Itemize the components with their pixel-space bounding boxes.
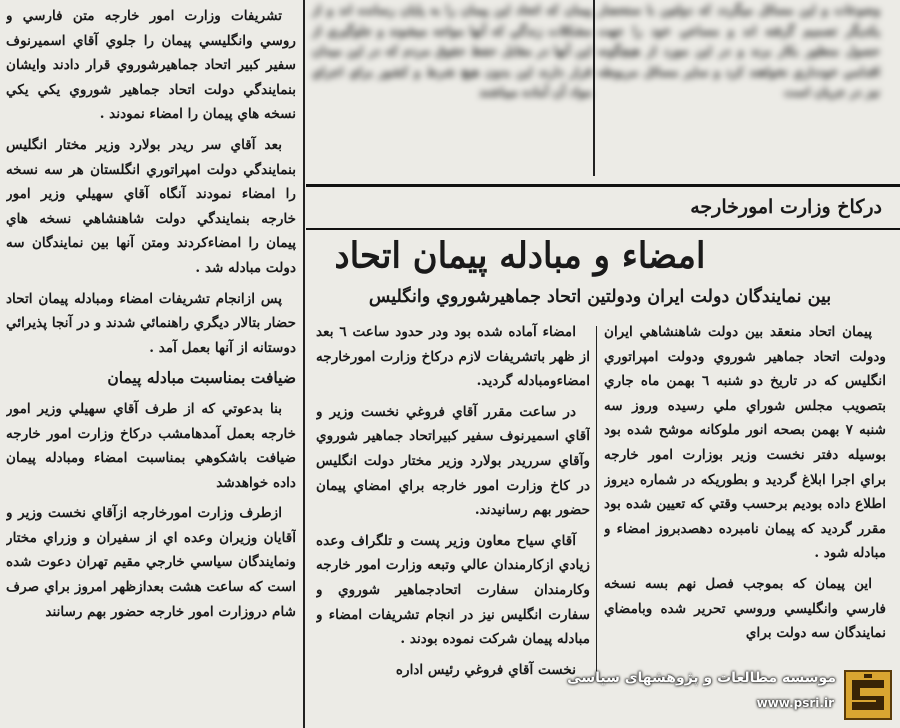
article-column-left (6, 4, 296, 728)
title-rule (306, 228, 900, 230)
column-divider-top (593, 0, 595, 176)
headline: امضاء و مبادله پيمان اتحاد (334, 235, 706, 277)
paragraph: تشريفات وزارت امور خارجه متن فارسي و روسي وانگليسي پيمان را جلوي آقاي اسميرنوف سفير كبير اتحاد جماهيرشوروي قرار دادند وايشان بنمايندگي دولت اتحاد جماهير شوروي يكي يكي نسخه هاي پيمان را امضاء نمودند . (6, 8, 296, 123)
section-title: دركاخ وزارت امورخارجه (690, 196, 882, 218)
column-divider-middle (596, 326, 597, 676)
paragraph: در ساعت مقرر آقاي فروغي نخست وزير و آقاي اسميرنوف سفير كبيراتحاد جماهير شوروي وآقاي سرريدر بولارد وزير مختار دولت انگليس در كاخ وزارت امور خارجه براي امضاي پيمان حضور بهم رسانيدند. (316, 403, 590, 519)
paragraph: آقاي سياح معاون وزير پست و تلگراف وعده زيادي ازكارمندان عالي وتبعه وزارت امور خارجه وكارمندان سفارت اتحادجماهير شوروي و سفارت انگليس نيز در انجام تشريفات امضاء و مبادله پيمان شركت نموده بودند . (316, 532, 590, 648)
institute-logo-icon (844, 670, 892, 720)
watermark-url: www.psri.ir (756, 696, 834, 710)
paragraph: نخست آقاي فروغي رئيس اداره (395, 661, 576, 678)
paragraph: پس ازانجام تشريفات امضاء ومبادله پيمان اتحاد حضار بتالار ديگري راهنمائي شدند و در آنجا پذيرائي دوستانه از آنها بعمل آمد . (6, 290, 296, 356)
blurred-column-top-middle: پيمان كه اتحاد اين پيمان را به پايان رسانده اند و از مشكلات زندگي كه آنها مواجه ميشوند و جلوگيري از اين آنها در مقابل حفظ حقوق مردم كه در اين ميدان قرار دارند اين بدون هيچ شرط و كشور براي اجراي مواد آن آماده ميباشند (312, 2, 592, 99)
article-column-middle (316, 320, 590, 728)
paragraph: امضاء آماده شده بود ودر حدود ساعت ٦ بعد از ظهر باتشريفات لازم دركاخ وزارت امورخارجه امضاءومبادله گرديد. (316, 324, 590, 390)
paragraph: بنا بدعوتي كه از طرف آقاي سهيلي وزير امور خارجه بعمل آمدهامشب دركاخ وزارت امور خارجه ضيافت باشكوهي بمناسبت امضاء ومبادله پيمان داده خواهدشد (6, 400, 296, 491)
paragraph: بعد آقاي سر ريدر بولارد وزير مختار انگليس بنمايندگي دولت امپراتوري انگلستان هر سه نسخه را امضاء نمودند آنگاه آقاي سهيلي وزير امور خارجه بنمايندگي دولت شاهنشاهي نسخه هاي پيمان را امضاءكردند ومتن آنها بين نمايندگان سه دولت مبادله شد . (6, 136, 296, 276)
paragraph: پيمان اتحاد منعقد بين دولت شاهنشاهي ايران ودولت اتحاد جماهير شوروي ودولت امپراتوري انگليس كه در تاريخ دو شنبه ٦ بهمن ماه جاري بتصويب مجلس شوراي ملي رسيده وروز سه شنبه ٧ بهمن بصحه انور ملوكانه موشح شده بود بوسيله دفتر نخست وزير بوزارت امور خارجه براي اجرا ابلاغ گرديد و بطوريكه در شماره ديروز اطلاع داده بوديم برحسب وقتي كه تعيين شده بود مقرر گرديد كه پيمان نامبرده دهصدبروز امضاء و مبادله شود . (604, 324, 886, 562)
subheadline: بين نمايندگان دولت ايران ودولتين اتحاد جماهيرشوروي وانگليس (368, 287, 832, 307)
subheading: ضيافت بمناسبت مبادله پيمان (107, 368, 296, 388)
paragraph: اين پيمان كه بموجب فصل نهم بسه نسخه فارسي وانگليسي وروسي تحرير شده وبامضاي نمايندگان سه دولت براي (604, 575, 886, 642)
watermark (567, 666, 896, 726)
paragraph: ازطرف وزارت امورخارجه ازآقاي نخست وزير و آقايان وزيران وعده اي از سفيران و وزراي مختار ونمايندگان سياسي خارجي مقيم تهران دعوت شده است كه ساعت هشت بعدازظهر امروز براي صرف شام دروزارت امور خارجه حضور بهم رسانند (6, 505, 296, 620)
watermark-text: موسسه مطالعات و پژوهشهای سیاسی (567, 670, 836, 686)
column-divider-left (303, 0, 305, 728)
top-rule (306, 184, 900, 187)
blurred-column-top-right: وضوعات و اين مسائل ميگردد كه دولتين با ستحضار يكديگر تصميم گرفته اند و مساعي خود را جهت حصول منظور بكار برند و در اين مورد از هيچگونه اقدامي خودداري نخواهند كرد و ساير مسائل مربوطه نيز در جريان است (598, 2, 880, 99)
